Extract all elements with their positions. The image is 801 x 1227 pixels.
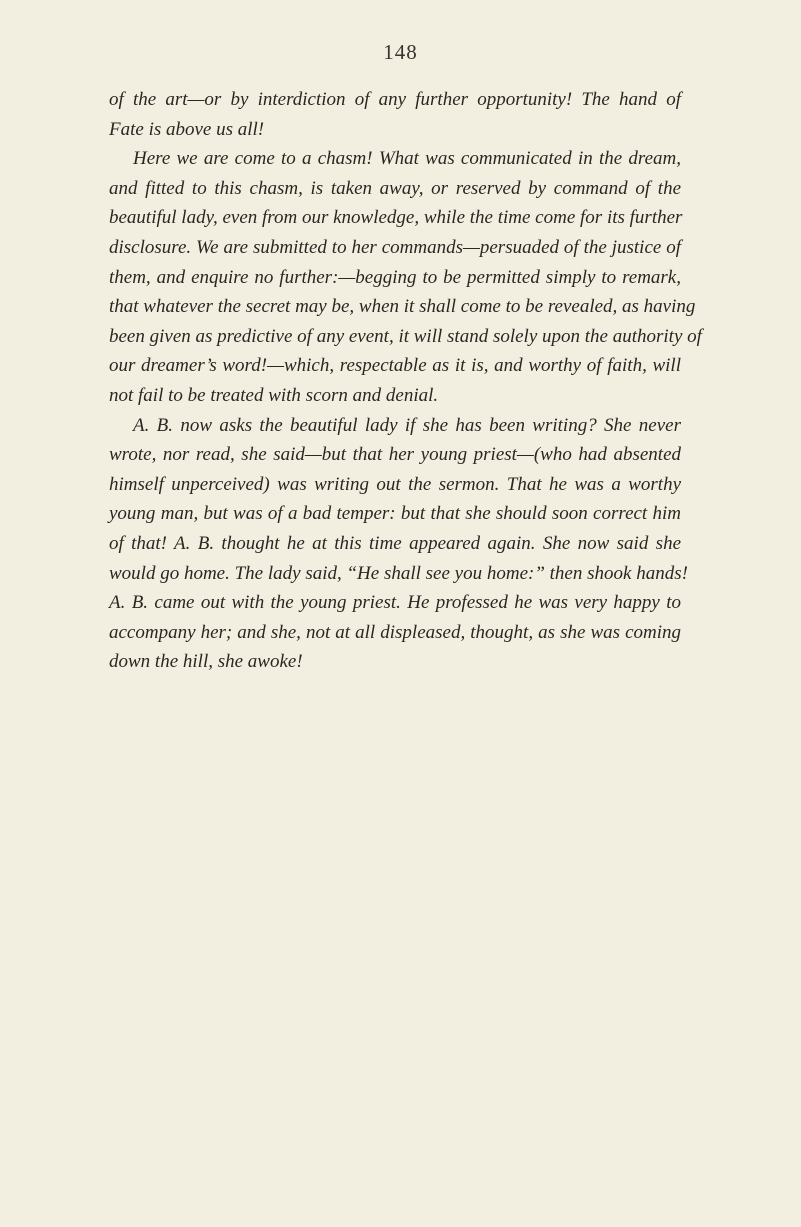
paragraph-3 xyxy=(109,411,688,677)
text-line: them, and enquire no further:—begging to be permitted simply to remark, xyxy=(109,266,681,288)
text-line: Here we are come to a chasm! What was communicated in the dream, xyxy=(133,148,681,170)
text-line: of the art—or by interdiction of any further opportunity! The hand of xyxy=(109,89,681,110)
paragraph-2 xyxy=(109,144,702,410)
text-line: would go home. The lady said, “He shall see you home:” then shook hands! xyxy=(109,562,688,584)
text-line: and fitted to this chasm, is taken away, or reserved by command of the xyxy=(109,177,681,199)
paragraph-1 xyxy=(109,85,681,144)
text-line: down the hill, she awoke! xyxy=(109,651,303,673)
text-line: Fate is above us all! xyxy=(109,118,265,140)
text-line: that whatever the secret may be, when it shall come to be revealed, as having xyxy=(109,296,696,318)
text-line: not fail to be treated with scorn and denial. xyxy=(109,384,439,406)
text-line: our dreamer’s word!—which, respectable as it is, and worthy of faith, will xyxy=(109,355,681,377)
body-text xyxy=(109,85,702,677)
text-line: of that! A. B. thought he at this time appeared again. She now said she xyxy=(109,532,681,554)
text-line: young man, but was of a bad temper: but that she should soon correct him xyxy=(109,503,681,525)
text-line: been given as predictive of any event, it will stand solely upon the authority of xyxy=(109,325,702,347)
text-line: A. B. now asks the beautiful lady if she has been writing? She never xyxy=(133,414,681,436)
text-line: disclosure. We are submitted to her commands—persuaded of the justice of xyxy=(109,236,681,258)
text-line: accompany her; and she, not at all displeased, thought, as she was coming xyxy=(109,621,681,643)
text-line: wrote, nor read, she said—but that her young priest—(who had absented xyxy=(109,444,681,466)
text-line: himself unperceived) was writing out the sermon. That he was a worthy xyxy=(109,473,681,495)
text-line: A. B. came out with the young priest. He professed he was very happy to xyxy=(109,592,681,614)
page-number: 148 xyxy=(383,40,418,64)
text-line: beautiful lady, even from our knowledge, while the time come for its further xyxy=(109,207,683,229)
